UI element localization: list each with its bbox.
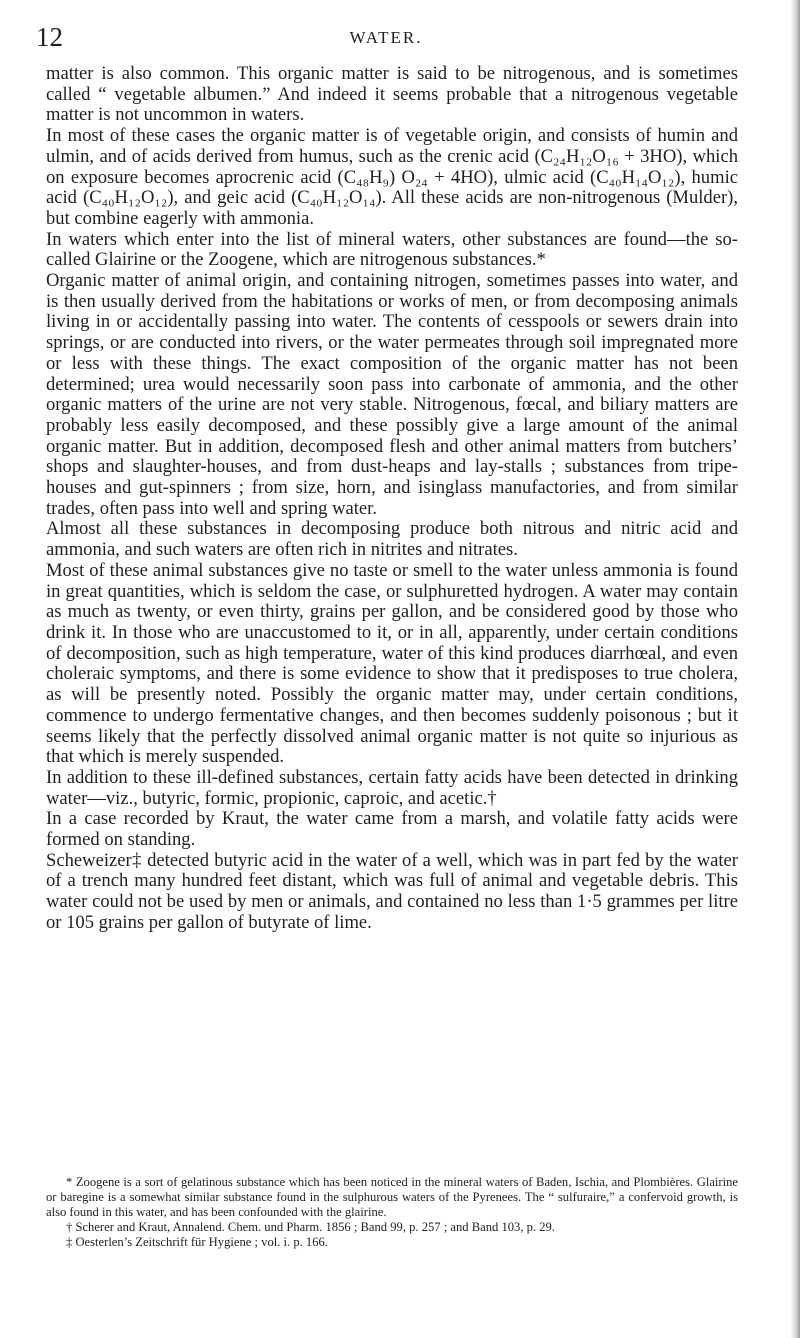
page-number: 12	[36, 22, 63, 52]
paragraph: In a case recorded by Kraut, the water came from a marsh, and volatile fatty acids were formed on standing.	[46, 808, 738, 851]
paragraph: Organic matter of animal origin, and containing nitrogen, sometimes passes into water, and is then usually derived from the habitations or works of men, or from decomposing animals living in or accidentally passing into water. The contents of cesspools or sewers drain into springs, or are conducted into rivers, or the water permeates through soil impregnated more or less with these things. The exact composition of the organic matter has not been determined; urea would necessarily soon pass into carbonate of ammonia, and the other organic matters of the urine are not very stable. Nitrogenous, fœcal, and biliary matters are probably less easily decomposed, and these possibly give a large amount of the animal organic matter. But in addition, decomposed flesh and other animal matters from butchers’ shops and slaughter-houses, and from dust-heaps and lay-stalls ; substances from tripe-houses and gut-spinners ; from size, horn, and isinglass manufactories, and from similar trades, often pass into well and spring water.	[46, 270, 738, 519]
paragraph: matter is also common. This organic matter is said to be nitrogenous, and is sometimes called “ vegetable albumen.” And indeed it seems probable that a nitrogenous vegetable matter is not uncommon in waters.	[46, 63, 738, 126]
paragraph: In waters which enter into the list of mineral waters, other substances are found—the so-called Glairine or the Zoogene, which are nitrogenous substances.*	[46, 228, 738, 271]
footnote: ‡ Oesterlen’s Zeitschrift für Hygiene ; vol. i. p. 166.	[66, 1235, 328, 1249]
paragraph: In most of these cases the organic matter is of vegetable origin, and consists of humin and ulmin, and of acids derived from humus, such as the crenic acid (C₂₄H₁₂O₁₆ + 3HO), which on exposure becomes aprocrenic acid (C₄₈H₉) O₂₄ + 4HO), ulmic acid (C₄₀H₁₄O₁₂), humic acid (C₄₀H₁₂O₁₂), and geic acid (C₄₀H₁₂O₁₄). All these acids are non-nitrogenous (Mulder), but combine eagerly with ammonia.	[46, 125, 738, 229]
page-edge-shadow	[790, 0, 800, 1338]
page-header	[36, 22, 736, 52]
body-text	[46, 64, 738, 934]
paragraph: Most of these animal substances give no taste or smell to the water unless ammonia is found in great quantities, which is seldom the case, or sulphuretted hydrogen. A water may contain as much as twenty, or even thirty, grains per gallon, and be considered good by those who drink it. In those who are unaccustomed to it, or in all, apparently, under certain conditions of decomposition, such as high temperature, water of this kind produces diarrhœal, and even choleraic symptoms, and there is some evidence to show that it predisposes to true cholera, as will be presently noted. Possibly the organic matter may, under certain conditions, commence to undergo fermentative changes, and then becomes suddenly poisonous ; but it seems likely that the perfectly dissolved animal organic matter is not quite so injurious as that which is merely suspended.	[46, 559, 738, 768]
paragraph: Scheweizer‡ detected butyric acid in the water of a well, which was in part fed by the water of a trench many hundred feet distant, which was full of animal and vegetable debris. This water could not be used by men or animals, and contained no less than 1·5 grammes per litre or 105 grains per gallon of butyrate of lime.	[46, 849, 738, 933]
running-title: WATER.	[349, 28, 423, 47]
paragraph: Almost all these substances in decomposing produce both nitrous and nitric acid and ammonia, and such waters are often rich in nitrites and nitrates.	[46, 518, 738, 561]
paragraph: In addition to these ill-defined substances, certain fatty acids have been detected in drinking water—viz., butyric, formic, propionic, caproic, and acetic.†	[46, 766, 738, 809]
footnote: † Scherer and Kraut, Annalend. Chem. und Pharm. 1856 ; Band 99, p. 257 ; and Band 103, p. 29.	[66, 1220, 555, 1234]
footnote: * Zoogene is a sort of gelatinous substance which has been noticed in the mineral waters of Baden, Ischia, and Plombières. Glairine or baregine is a somewhat similar substance found in the sulphurous waters of the Pyrenees. The “ sulfuraire,” a confervoid growth, is also found in this water, and has been confounded with the glairine.	[46, 1175, 738, 1219]
footnotes	[46, 1175, 738, 1250]
